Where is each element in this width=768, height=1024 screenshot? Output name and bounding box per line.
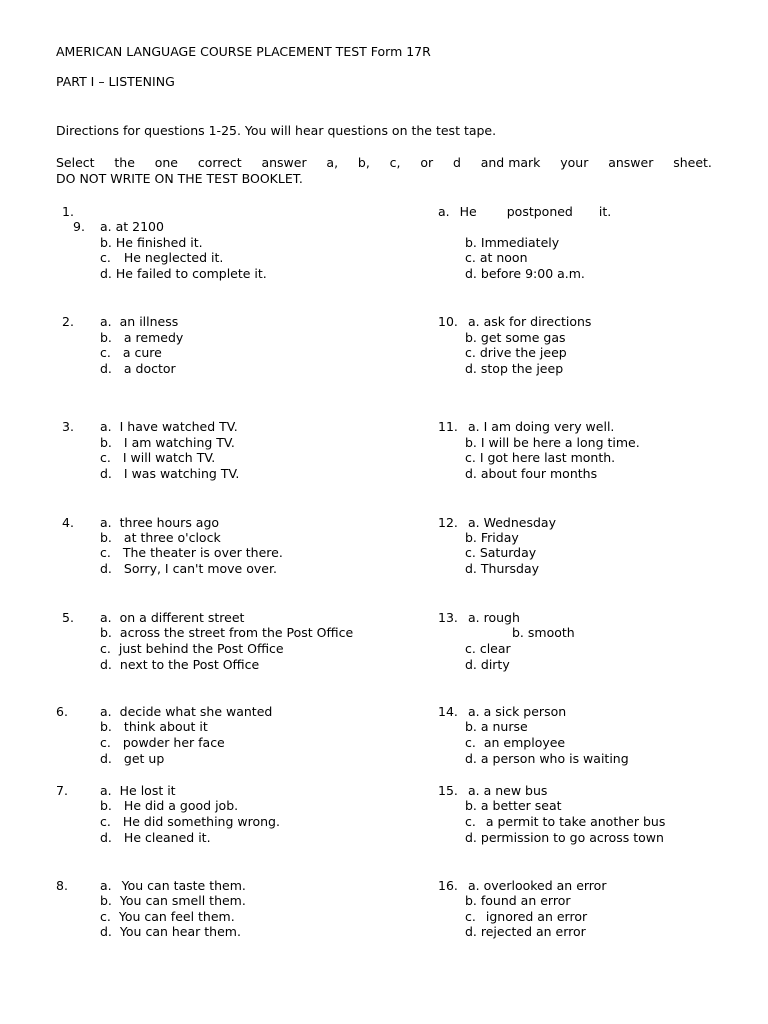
answer-option: d. about four months (465, 466, 598, 481)
directions-word: answer (261, 155, 307, 170)
answer-option: a. on a different street (100, 610, 245, 625)
directions-word: the (114, 155, 135, 170)
question-number: 13. (438, 610, 458, 625)
answer-option: c. an employee (465, 735, 566, 750)
answer-option: a. three hours ago (100, 515, 220, 530)
answer-option: c. You can feel them. (100, 909, 235, 924)
answer-option: d. a person who is waiting (465, 751, 629, 766)
answer-option: b. You can smell them. (100, 893, 246, 908)
answer-option: b. Immediately (465, 235, 560, 250)
answer-option: d. before 9:00 a.m. (465, 266, 585, 281)
directions-word: one (154, 155, 178, 170)
question-number: 5. (62, 610, 74, 625)
answer-option: a. decide what she wanted (100, 704, 273, 719)
answer-option: c. clear (465, 641, 511, 656)
answer-option: b. a nurse (465, 719, 528, 734)
directions-word: and mark (480, 155, 541, 170)
answer-option: a. Wednesday (468, 515, 556, 530)
answer-option: b. a remedy (100, 330, 184, 345)
answer-option: c. drive the jeep (465, 345, 567, 360)
answer-option: a. overlooked an error (468, 878, 607, 893)
answer-option: d. stop the jeep (465, 361, 564, 376)
section-heading: PART I – LISTENING (56, 74, 175, 89)
question-number: 3. (62, 419, 74, 434)
question-number: 10. (438, 314, 458, 329)
answer-option: c. a permit to take another bus (465, 814, 666, 829)
answer-option: a. a new bus (468, 783, 548, 798)
answer-option: d. He cleaned it. (100, 830, 211, 845)
directions-text: Directions for questions 1-25. You will hear questions on the test tape. (56, 123, 497, 138)
directions-word: Select (56, 155, 95, 170)
directions-word: correct (197, 155, 242, 170)
answer-option: d. get up (100, 751, 165, 766)
answer-option: b. at three o'clock (100, 530, 221, 545)
answer-option: b. He finished it. (100, 235, 203, 250)
answer-option: c. The theater is over there. (100, 545, 283, 560)
answer-option: c. He did something wrong. (100, 814, 280, 829)
directions-word: answer (608, 155, 654, 170)
answer-option: b. think about it (100, 719, 208, 734)
answer-option: b. I am watching TV. (100, 435, 235, 450)
answer-option: a. You can taste them. (100, 878, 246, 893)
answer-option: a. a sick person (468, 704, 567, 719)
answer-option: b. He did a good job. (100, 798, 239, 813)
answer-option: c. at noon (465, 250, 528, 265)
answer-option: b. across the street from the Post Office (100, 625, 354, 640)
answer-option: a. I have watched TV. (100, 419, 238, 434)
question-number: 11. (438, 419, 458, 434)
directions-word: sheet. (673, 155, 712, 170)
answer-option: d. rejected an error (465, 924, 586, 939)
answer-option: a. rough (468, 610, 520, 625)
question-number: 12. (438, 515, 458, 530)
answer-option: d. I was watching TV. (100, 466, 240, 481)
question-number: 4. (62, 515, 74, 530)
question-number: 6. (56, 704, 68, 719)
answer-option: a. an illness (100, 314, 179, 329)
question-number: 15. (438, 783, 458, 798)
directions-word: your (560, 155, 589, 170)
answer-option: b. found an error (465, 893, 571, 908)
directions-warning: DO NOT WRITE ON THE TEST BOOKLET. (56, 171, 303, 186)
answer-option: c. I will watch TV. (100, 450, 216, 465)
directions-word: a, (326, 155, 339, 170)
answer-option: a. I am doing very well. (468, 419, 615, 434)
question-number: 7. (56, 783, 68, 798)
question-number: 9. (73, 219, 85, 234)
answer-option: c. ignored an error (465, 909, 588, 924)
answer-option: c. He neglected it. (100, 250, 224, 265)
answer-option: b. Friday (465, 530, 519, 545)
question-number: 14. (438, 704, 458, 719)
answer-option: c. powder her face (100, 735, 225, 750)
document-title: AMERICAN LANGUAGE COURSE PLACEMENT TEST Form 17R (56, 44, 431, 59)
directions-select-line (56, 155, 712, 171)
answer-option: b. I will be here a long time. (465, 435, 640, 450)
answer-option: c. a cure (100, 345, 162, 360)
directions-word: c, (389, 155, 401, 170)
directions-word: b, (357, 155, 370, 170)
answer-option: d. Thursday (465, 561, 540, 576)
answer-option: c. just behind the Post Office (100, 641, 284, 656)
answer-option: c. I got here last month. (465, 450, 616, 465)
answer-option: a. He postponed it. (438, 204, 612, 219)
directions-word: d (452, 155, 461, 170)
answer-option: b. smooth (512, 625, 575, 640)
answer-option: d. next to the Post Office (100, 657, 260, 672)
question-number: 8. (56, 878, 68, 893)
answer-option: a. at 2100 (100, 219, 164, 234)
answer-option: c. Saturday (465, 545, 537, 560)
answer-option: a. ask for directions (468, 314, 592, 329)
answer-option: b. get some gas (465, 330, 566, 345)
answer-option: b. a better seat (465, 798, 562, 813)
question-number: 1. (62, 204, 74, 219)
directions-word: or (420, 155, 434, 170)
answer-option: d. He failed to complete it. (100, 266, 267, 281)
answer-option: d. You can hear them. (100, 924, 241, 939)
answer-option: d. dirty (465, 657, 510, 672)
question-number: 16. (438, 878, 458, 893)
answer-option: d. Sorry, I can't move over. (100, 561, 277, 576)
answer-option: a. He lost it (100, 783, 176, 798)
question-number: 2. (62, 314, 74, 329)
answer-option: d. permission to go across town (465, 830, 664, 845)
answer-option: d. a doctor (100, 361, 176, 376)
